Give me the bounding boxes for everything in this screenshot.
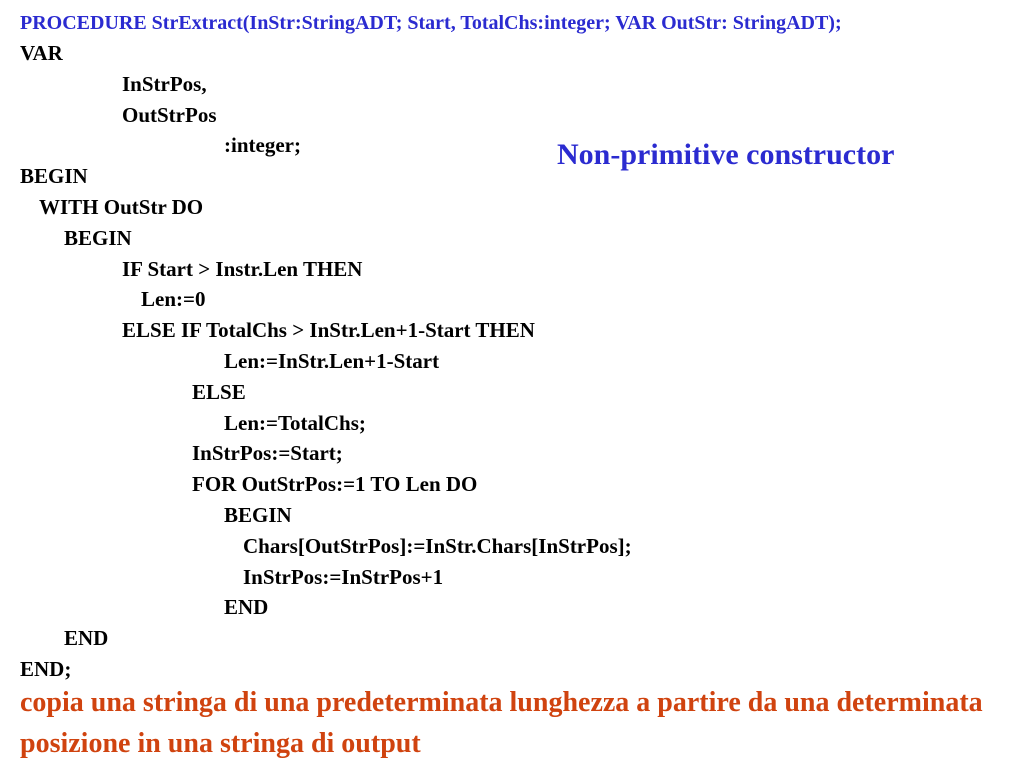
code-line: :integer; [224, 133, 301, 158]
code-line: BEGIN [224, 502, 292, 527]
code-line: ELSE IF TotalChs > InStr.Len+1-Start THEN [122, 318, 535, 343]
code-line: END [224, 595, 269, 620]
description-text: copia una stringa di una predeterminata lunghezza a partire da una determinata posizione in una stringa di output [20, 687, 983, 759]
code-line: IF Start > Instr.Len THEN [122, 256, 363, 281]
code-line: BEGIN [20, 164, 88, 189]
code-line: Len:=InStr.Len+1-Start [224, 348, 440, 373]
code-line: InStrPos:=InStrPos+1 [243, 564, 444, 589]
code-line: END [64, 626, 109, 651]
code-line: END; [20, 656, 72, 681]
callout-label: Non-primitive constructor [557, 138, 895, 171]
code-line: Len:=TotalChs; [224, 410, 366, 435]
code-line: VAR [20, 41, 63, 65]
code-line: Len:=0 [141, 287, 206, 312]
code-line: ELSE [192, 379, 246, 404]
procedure-signature: PROCEDURE StrExtract(InStr:StringADT; Start, TotalChs:integer; VAR OutStr: StringADT); [20, 12, 842, 34]
code-block [20, 38, 632, 685]
code-line: WITH OutStr DO [39, 194, 204, 219]
code-line: OutStrPos [122, 102, 217, 127]
code-line: Chars[OutStrPos]:=InStr.Chars[InStrPos]; [243, 533, 632, 558]
code-line: FOR OutStrPos:=1 TO Len DO [192, 472, 478, 497]
code-line: BEGIN [64, 225, 132, 250]
code-line: InStrPos, [122, 71, 207, 96]
code-line: InStrPos:=Start; [192, 441, 343, 466]
